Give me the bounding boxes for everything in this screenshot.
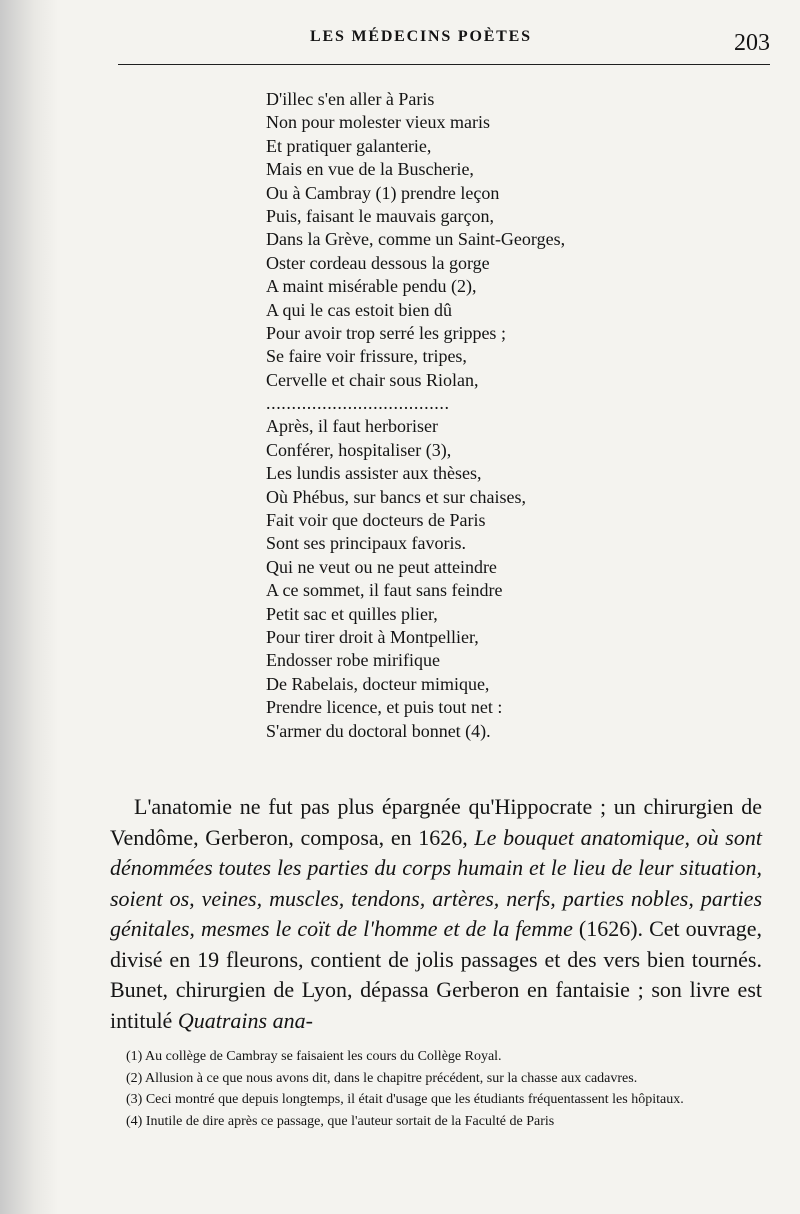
poem [266, 88, 696, 743]
header-rule [118, 64, 770, 65]
page-header [118, 18, 770, 68]
book-title-italic: Quatrains ana- [177, 1007, 313, 1033]
running-title: LES MÉDECINS POÈTES [310, 28, 532, 45]
poem-line: Et pratiquer galanterie, [266, 135, 432, 156]
poem-line: Prendre licence, et puis tout net : [266, 697, 503, 718]
poem-line: Puis, faisant le mauvais garçon, [266, 205, 494, 226]
poem-line: Fait voir que docteurs de Paris [266, 510, 486, 531]
poem-line: Qui ne veut ou ne peut atteindre [266, 556, 497, 577]
poem-line: Se faire voir frissure, tripes, [266, 346, 467, 367]
poem-line: A maint misérable pendu (2), [266, 276, 477, 297]
poem-ellipsis-line: .................................... [266, 393, 450, 414]
poem-line: Les lundis assister aux thèses, [266, 463, 482, 484]
poem-line: Sont ses principaux favoris. [266, 533, 466, 554]
poem-line: Mais en vue de la Buscherie, [266, 159, 474, 180]
poem-line: D'illec s'en aller à Paris [266, 89, 435, 109]
book-title-italic: Le bouquet anatomique, où sont dénommées toutes les parties du corps humain et le lieu de leur situation, soient os, veines, muscles, tendons, artères, nerfs, parties nobles, parties génitales, mesmes le coït de l'homme et de la femme [110, 824, 762, 941]
body-text: (1626). Cet ouvrage, divisé en 19 fleurons, contient de jolis passages et des vers bien tournés. Bunet, chirurgien de Lyon, dépassa Gerberon en fantaisie ; son livre est intitulé [110, 916, 763, 1033]
footnote: (3) Ceci montré que depuis longtemps, il était d'usage que les étudiants fréquentassent les hôpitaux. [126, 1092, 684, 1107]
poem-line: De Rabelais, docteur mimique, [266, 673, 490, 694]
body-paragraph [110, 792, 762, 1036]
footnote: (1) Au collège de Cambray se faisaient les cours du Collège Royal. [126, 1049, 502, 1064]
poem-line: Ou à Cambray (1) prendre leçon [266, 182, 500, 203]
poem-line: S'armer du doctoral bonnet (4). [266, 720, 491, 741]
poem-line: A qui le cas estoit bien dû [266, 299, 452, 320]
poem-line: Pour avoir trop serré les grippes ; [266, 322, 506, 343]
poem-line: Non pour molester vieux maris [266, 112, 490, 133]
poem-line: Conférer, hospitaliser (3), [266, 439, 452, 460]
poem-line: Pour tirer droit à Montpellier, [266, 626, 479, 647]
footnotes [108, 1046, 764, 1132]
poem-line: A ce sommet, il faut sans feindre [266, 580, 503, 601]
footnote: (4) Inutile de dire après ce passage, que l'auteur sortait de la Faculté de Paris [126, 1113, 555, 1129]
page-gutter-shadow [0, 0, 58, 1214]
poem-line: Oster cordeau dessous la gorge [266, 252, 490, 273]
poem-line: Cervelle et chair sous Riolan, [266, 369, 479, 390]
page-number: 203 [734, 30, 770, 56]
poem-line: Où Phébus, sur bancs et sur chaises, [266, 486, 526, 507]
poem-line: Endosser robe mirifique [266, 650, 440, 671]
poem-line: Après, il faut herboriser [266, 416, 438, 437]
body-text: L'anatomie ne fut pas plus épargnée qu'Hippocrate ; un chirurgien de Vendôme, Gerberon, composa, en 1626, [110, 794, 762, 850]
poem-line: Petit sac et quilles plier, [266, 603, 438, 624]
poem-line: Dans la Grève, comme un Saint-Georges, [266, 229, 566, 250]
footnote: (2) Allusion à ce que nous avons dit, dans le chapitre précédent, sur la chasse aux cadavres. [126, 1070, 638, 1086]
